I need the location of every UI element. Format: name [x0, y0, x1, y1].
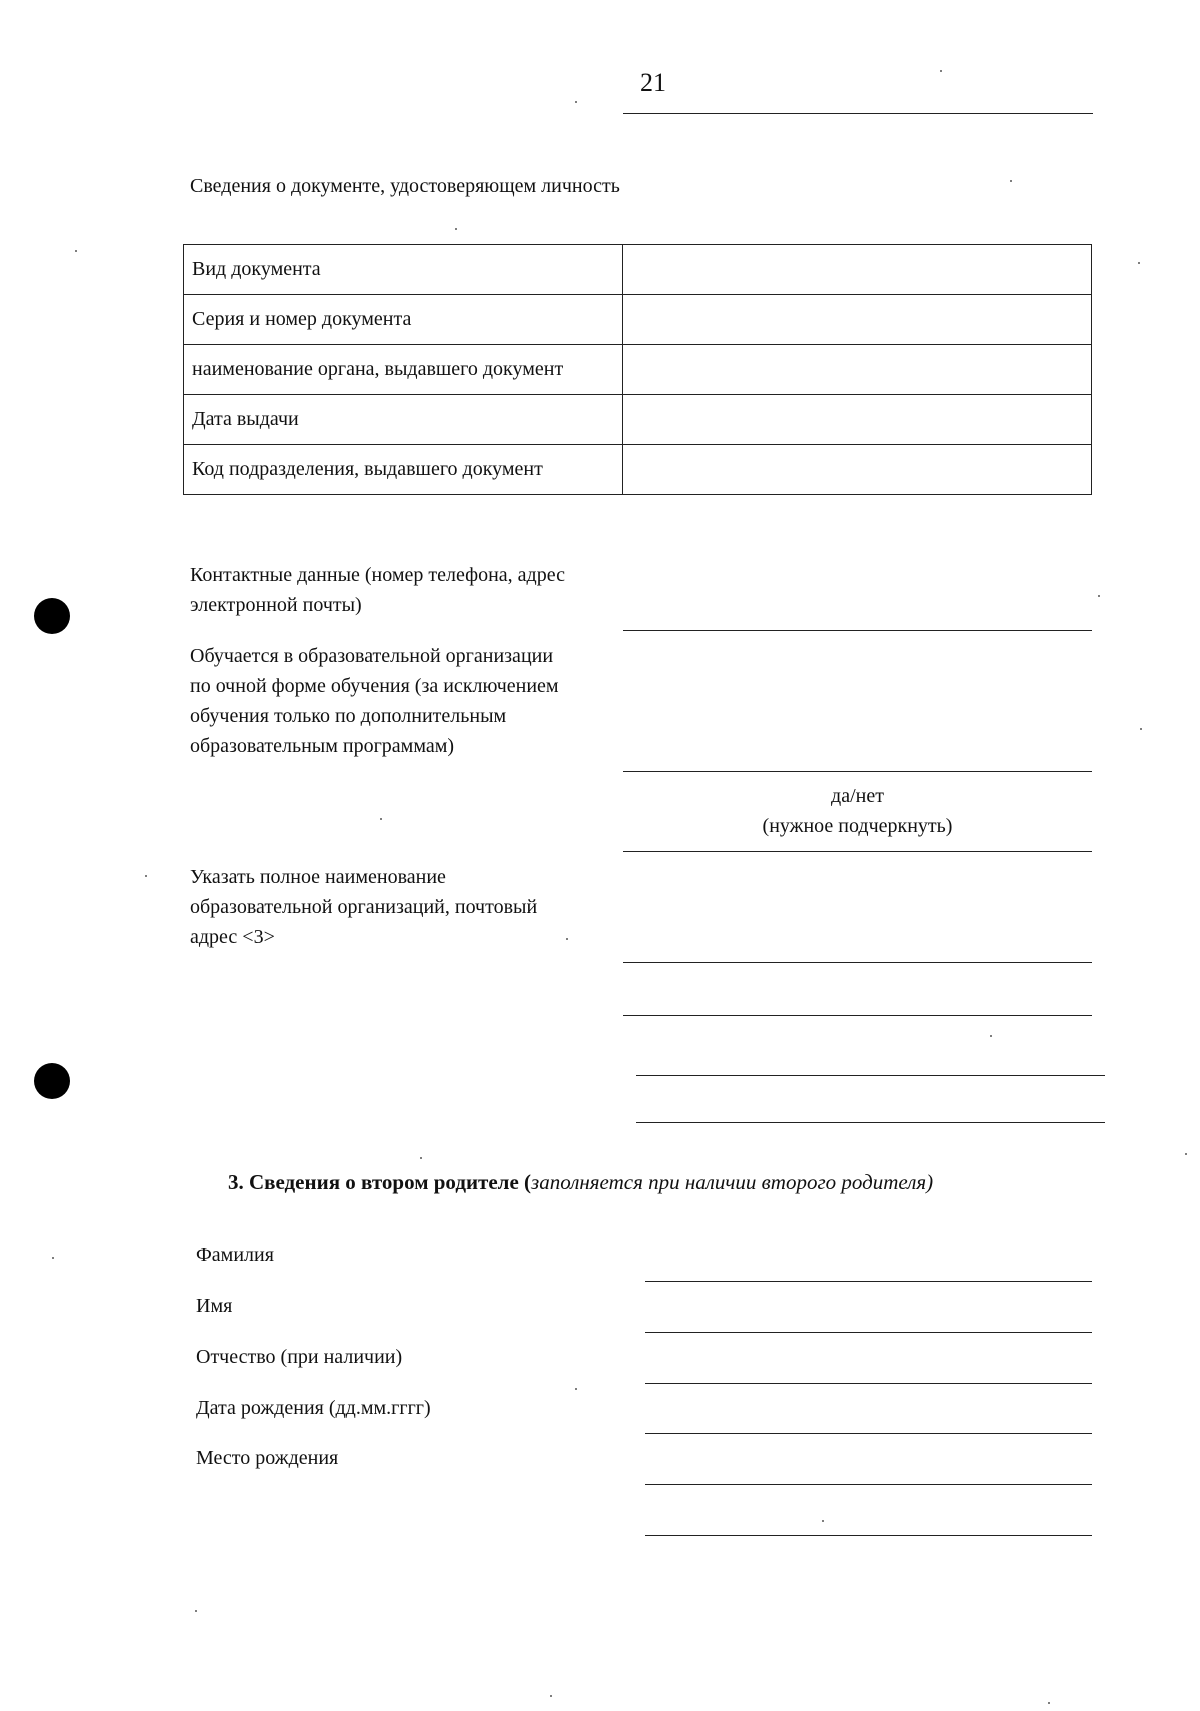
table-row	[184, 245, 1092, 295]
scan-speck	[1098, 595, 1100, 597]
scan-speck	[566, 938, 568, 940]
identity-document-heading: Сведения о документе, удостоверяющем личность	[190, 175, 620, 197]
organization-input-line-3[interactable]	[636, 1075, 1105, 1076]
scan-speck	[455, 228, 457, 230]
birth-place-input-line-1[interactable]	[645, 1484, 1092, 1485]
scan-speck	[195, 1610, 197, 1612]
punch-hole-top	[34, 598, 70, 634]
row-label: наименование органа, выдавшего документ	[184, 345, 623, 395]
scan-speck	[380, 818, 382, 820]
scan-speck	[420, 1157, 422, 1159]
scan-speck	[1185, 1153, 1187, 1155]
scan-speck	[145, 875, 147, 877]
second-parent-heading: 3. Сведения о втором родителе (заполняется при наличии второго родителя)	[228, 1170, 934, 1194]
study-input-line[interactable]	[623, 771, 1092, 772]
scan-speck	[52, 1257, 54, 1259]
scan-speck	[575, 101, 577, 103]
table-row	[184, 445, 1092, 495]
organization-input-line-1[interactable]	[623, 962, 1092, 963]
scan-speck	[1048, 1702, 1050, 1704]
division-code-value[interactable]	[623, 445, 1092, 495]
page-number: 21	[640, 68, 666, 97]
organization-label: Указать полное наименование образовательной организаций, почтовый адрес <3>	[190, 866, 538, 948]
scan-speck	[575, 1388, 577, 1390]
birth-date-input-line[interactable]	[645, 1433, 1092, 1434]
patronymic-input-line[interactable]	[645, 1383, 1092, 1384]
first-name-label: Имя	[196, 1295, 233, 1317]
study-label: Обучается в образовательной организации по очной форме обучения (за исключением обучения только по дополнительным образовательным программам)	[190, 645, 559, 757]
table-row	[184, 345, 1092, 395]
scan-speck	[1140, 728, 1142, 730]
scan-speck	[75, 250, 77, 252]
organization-input-line-4[interactable]	[636, 1122, 1105, 1123]
scan-speck	[940, 70, 942, 72]
row-label: Дата выдачи	[184, 395, 623, 445]
patronymic-label: Отчество (при наличии)	[196, 1346, 403, 1368]
contact-input-line[interactable]	[623, 630, 1092, 631]
surname-input-line[interactable]	[645, 1281, 1092, 1282]
contact-label: Контактные данные (номер телефона, адрес электронной почты)	[190, 564, 565, 616]
identity-document-table	[183, 244, 1092, 495]
table-row	[184, 395, 1092, 445]
issuing-authority-value[interactable]	[623, 345, 1092, 395]
scan-speck	[1010, 180, 1012, 182]
issue-date-value[interactable]	[623, 395, 1092, 445]
row-label: Серия и номер документа	[184, 295, 623, 345]
table-row	[184, 295, 1092, 345]
scan-speck	[990, 1035, 992, 1037]
first-name-input-line[interactable]	[645, 1332, 1092, 1333]
scan-speck	[1138, 262, 1140, 264]
scan-speck	[822, 1520, 824, 1522]
document-type-value[interactable]	[623, 245, 1092, 295]
row-label: Код подразделения, выдавшего документ	[184, 445, 623, 495]
row-label: Вид документа	[184, 245, 623, 295]
series-number-value[interactable]	[623, 295, 1092, 345]
birth-place-label: Место рождения	[196, 1447, 339, 1469]
yes-no-answer[interactable]: да/нет (нужное подчеркнуть)	[762, 785, 953, 837]
header-rule	[623, 113, 1093, 114]
study-answer-line[interactable]	[623, 851, 1092, 852]
punch-hole-bottom	[34, 1063, 70, 1099]
organization-input-line-2[interactable]	[623, 1015, 1092, 1016]
birth-date-label: Дата рождения (дд.мм.гггг)	[196, 1397, 431, 1419]
scan-speck	[550, 1695, 552, 1697]
birth-place-input-line-2[interactable]	[645, 1535, 1092, 1536]
surname-label: Фамилия	[196, 1244, 274, 1266]
